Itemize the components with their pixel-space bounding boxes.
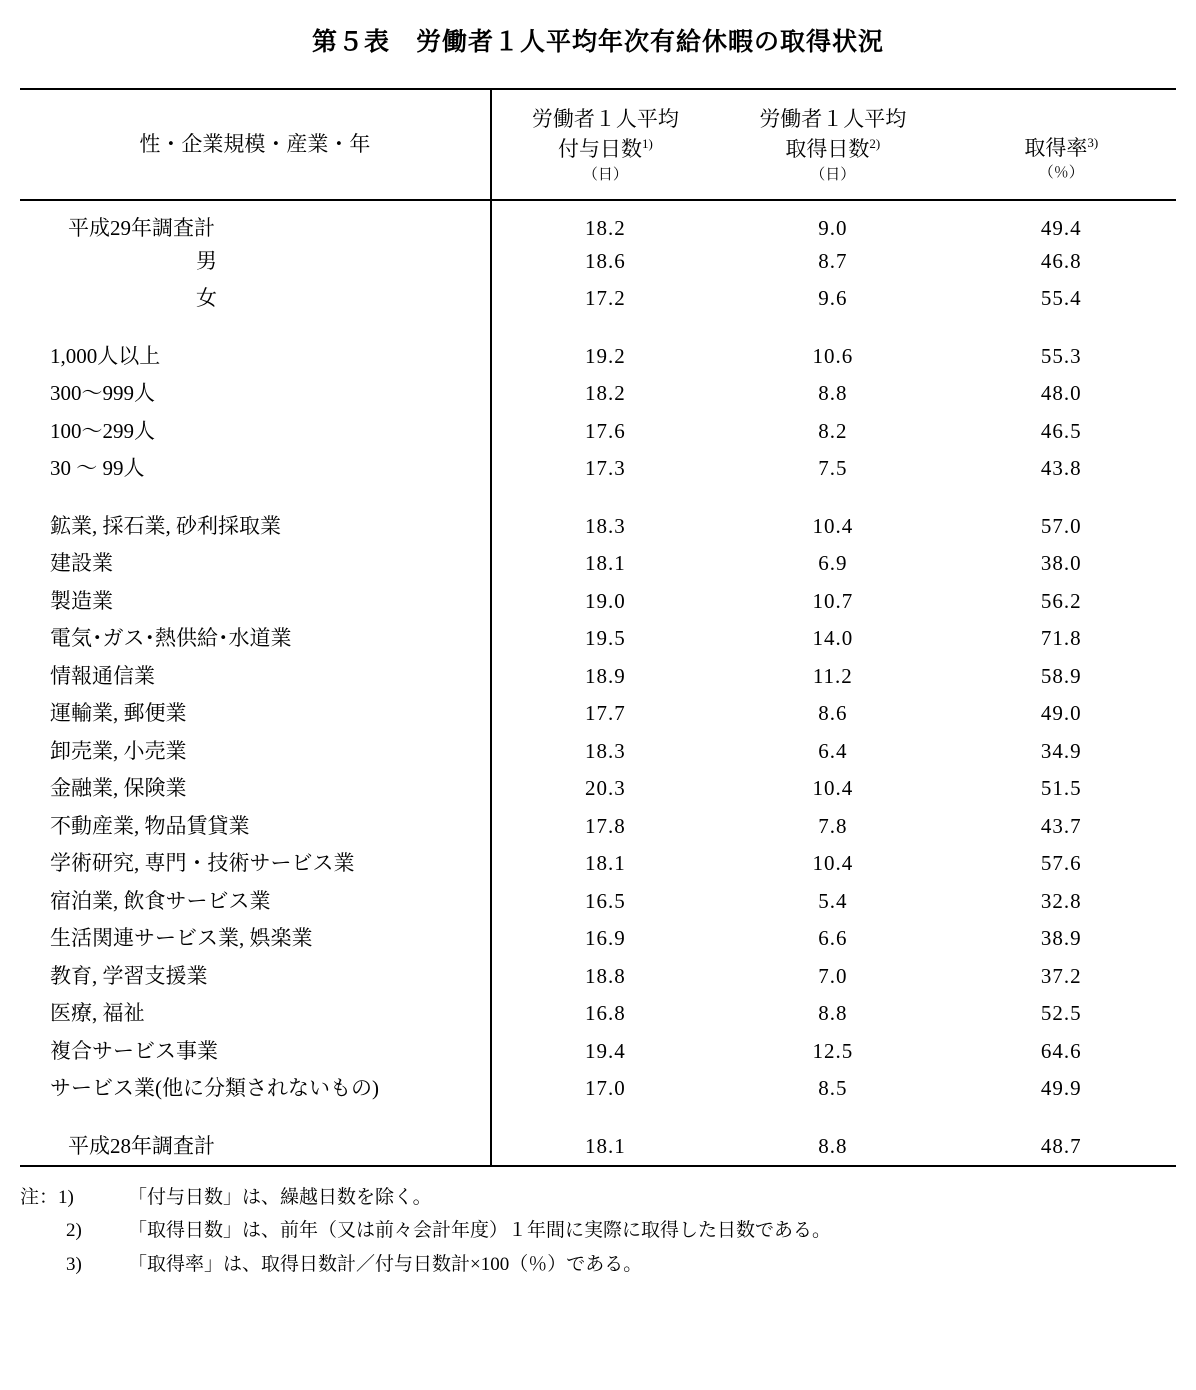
row-rate: 71.8 [1040,626,1082,651]
row-taken-days: 8.8 [818,381,848,406]
row-taken-days: 14.0 [812,626,854,651]
row-taken-days: 10.4 [812,513,854,538]
row-label: 1,000人以上 [20,338,491,376]
table-body [20,200,1176,1166]
row-grant-days: 18.2 [585,215,626,240]
spacer-cell [20,488,491,508]
row-label: 男 [20,243,491,281]
header-taken-days-col [719,89,946,200]
header-taken-line2: 取得日数 [785,137,870,162]
table-row [20,883,1176,921]
row-label: 生活関連サービス業, 娯楽業 [20,920,491,958]
row-taken-days: 8.6 [818,701,848,726]
header-grant-days-col [491,89,719,200]
row-label: 平成29年調査計 [20,200,491,243]
header-taken-unit: （日） [810,166,856,183]
row-label: 複合サービス事業 [20,1033,491,1071]
row-grant-days: 17.7 [585,701,626,726]
table-row [20,375,1176,413]
spacer-cell [491,318,719,338]
header-taken-footnote-marker: 2) [869,136,881,152]
row-grant-days: 18.6 [585,248,626,273]
row-taken-days: 8.8 [818,1133,848,1158]
spacer-cell [719,1108,946,1128]
row-taken-days: 10.4 [812,776,854,801]
spacer-cell [947,1108,1176,1128]
row-grant-days: 16.5 [585,888,626,913]
header-label-text: 性・企業規模・産業・年 [139,132,371,157]
row-label: 運輸業, 郵便業 [20,695,491,733]
table-row [20,450,1176,488]
table-header-row [20,89,1176,200]
row-label: 平成28年調査計 [20,1128,491,1166]
header-grant-footnote-marker: 1) [641,136,653,152]
row-taken-days: 7.8 [818,813,848,838]
table-row [20,583,1176,621]
header-grant-unit: （日） [582,166,628,183]
row-taken-days: 10.7 [812,588,854,613]
row-taken-days: 9.0 [818,215,848,240]
header-grant-line1: 労働者１人平均 [531,107,679,131]
footnote-item [20,1214,1176,1247]
row-grant-days: 17.8 [585,813,626,838]
table-spacer-row [20,488,1176,508]
table-row [20,1070,1176,1108]
row-rate: 49.4 [1040,215,1082,240]
row-label: 製造業 [20,583,491,621]
table-row [20,695,1176,733]
row-rate: 37.2 [1040,963,1082,988]
header-label-col [20,89,491,200]
row-grant-days: 19.2 [585,343,626,368]
row-grant-days: 19.4 [585,1038,626,1063]
row-rate: 55.4 [1040,286,1082,311]
header-rate-footnote-marker: 3) [1087,134,1099,150]
header-rate-unit: （％） [1038,165,1084,182]
row-label: 宿泊業, 飲食サービス業 [20,883,491,921]
footnote-text: 「付与日数」は、繰越日数を除く。 [128,1187,432,1209]
row-taken-days: 7.5 [818,456,848,481]
table-row [20,808,1176,846]
footnote-marker: 注：1) [20,1187,74,1209]
row-grant-days: 18.3 [585,513,626,538]
row-taken-days: 8.8 [818,1001,848,1026]
table-row [20,1128,1176,1166]
row-taken-days: 6.4 [818,738,848,763]
row-label: 女 [20,280,491,318]
row-rate: 32.8 [1040,888,1082,913]
row-label: 金融業, 保険業 [20,770,491,808]
row-label: 卸売業, 小売業 [20,733,491,771]
spacer-cell [20,1108,491,1128]
row-rate: 57.6 [1040,851,1082,876]
footnote-text: 「取得日数」は、前年（又は前々会計年度）１年間に実際に取得した日数である。 [128,1220,832,1242]
row-grant-days: 18.1 [585,551,626,576]
table-row [20,280,1176,318]
row-grant-days: 19.5 [585,626,626,651]
table-row [20,845,1176,883]
row-taken-days: 8.2 [818,418,848,443]
row-grant-days: 20.3 [585,776,626,801]
table-row [20,920,1176,958]
spacer-cell [20,318,491,338]
header-taken-line1: 労働者１人平均 [759,107,907,131]
row-grant-days: 17.0 [585,1076,626,1101]
row-grant-days: 17.3 [585,456,626,481]
statistics-table [20,88,1176,1165]
table-bottom-rule [20,1165,1176,1167]
row-rate: 64.6 [1040,1038,1082,1063]
row-rate: 56.2 [1040,588,1082,613]
table-row [20,958,1176,996]
table-row [20,338,1176,376]
row-rate: 43.8 [1040,456,1082,481]
row-label: 学術研究, 専門・技術サービス業 [20,845,491,883]
table-row [20,770,1176,808]
table-row [20,200,1176,243]
row-taken-days: 5.4 [818,888,848,913]
footnotes [20,1181,1176,1281]
table-row [20,413,1176,451]
row-grant-days: 16.9 [585,926,626,951]
row-taken-days: 12.5 [812,1038,854,1063]
row-taken-days: 10.6 [812,343,854,368]
row-taken-days: 10.4 [812,851,854,876]
footnote-item [20,1248,1176,1281]
row-rate: 46.8 [1040,248,1082,273]
spacer-cell [719,488,946,508]
spacer-cell [491,488,719,508]
row-taken-days: 8.7 [818,248,848,273]
row-taken-days: 9.6 [818,286,848,311]
table-row [20,508,1176,546]
spacer-cell [491,1108,719,1128]
row-rate: 46.5 [1040,418,1082,443]
row-grant-days: 19.0 [585,588,626,613]
row-grant-days: 18.1 [585,851,626,876]
table-row [20,658,1176,696]
footnote-item [20,1181,1176,1214]
header-grant-line2: 付与日数 [557,137,642,162]
row-rate: 58.9 [1040,663,1082,688]
row-label: 医療, 福祉 [20,995,491,1033]
spacer-cell [947,488,1176,508]
row-label: サービス業(他に分類されないもの) [20,1070,491,1108]
document-page [0,22,1196,1390]
row-grant-days: 16.8 [585,1001,626,1026]
header-rate-col [947,89,1176,200]
row-label: 電気･ガス･熱供給･水道業 [20,620,491,658]
row-rate: 48.0 [1040,381,1082,406]
spacer-cell [947,318,1176,338]
row-grant-days: 17.2 [585,286,626,311]
row-grant-days: 18.9 [585,663,626,688]
row-rate: 49.0 [1040,701,1082,726]
row-grant-days: 18.3 [585,738,626,763]
table-row [20,1033,1176,1071]
row-grant-days: 17.6 [585,418,626,443]
row-label: 30 〜 99人 [20,450,491,488]
table-row [20,620,1176,658]
row-rate: 57.0 [1040,513,1082,538]
row-grant-days: 18.8 [585,963,626,988]
row-rate: 48.7 [1040,1133,1082,1158]
footnote-marker: 2) [66,1220,82,1242]
table-row [20,995,1176,1033]
row-grant-days: 18.2 [585,381,626,406]
statistics-table-wrapper [20,88,1176,1167]
row-label: 情報通信業 [20,658,491,696]
row-label: 教育, 学習支援業 [20,958,491,996]
row-label: 不動産業, 物品賃貸業 [20,808,491,846]
row-taken-days: 11.2 [812,663,853,688]
spacer-cell [719,318,946,338]
row-rate: 38.0 [1040,551,1082,576]
header-rate-text: 取得率 [1024,135,1088,160]
table-row [20,545,1176,583]
row-taken-days: 8.5 [818,1076,848,1101]
footnote-text: 「取得率」は、取得日数計／付与日数計×100（％）である。 [128,1253,643,1275]
table-spacer-row [20,318,1176,338]
row-rate: 52.5 [1040,1001,1082,1026]
row-taken-days: 6.9 [818,551,848,576]
row-label: 鉱業, 採石業, 砂利採取業 [20,508,491,546]
row-taken-days: 7.0 [818,963,848,988]
page-title: 第５表 労働者１人平均年次有給休暇の取得状況 [311,27,884,56]
row-grant-days: 18.1 [585,1133,626,1158]
row-taken-days: 6.6 [818,926,848,951]
row-label: 建設業 [20,545,491,583]
table-spacer-row [20,1108,1176,1128]
table-row [20,243,1176,281]
table-header [20,89,1176,200]
table-row [20,733,1176,771]
row-rate: 34.9 [1040,738,1082,763]
row-rate: 38.9 [1040,926,1082,951]
row-rate: 55.3 [1040,343,1082,368]
row-label: 100〜299人 [20,413,491,451]
row-label: 300〜999人 [20,375,491,413]
footnote-marker: 3) [66,1253,82,1275]
row-rate: 49.9 [1040,1076,1082,1101]
row-rate: 51.5 [1040,776,1082,801]
row-rate: 43.7 [1040,813,1082,838]
